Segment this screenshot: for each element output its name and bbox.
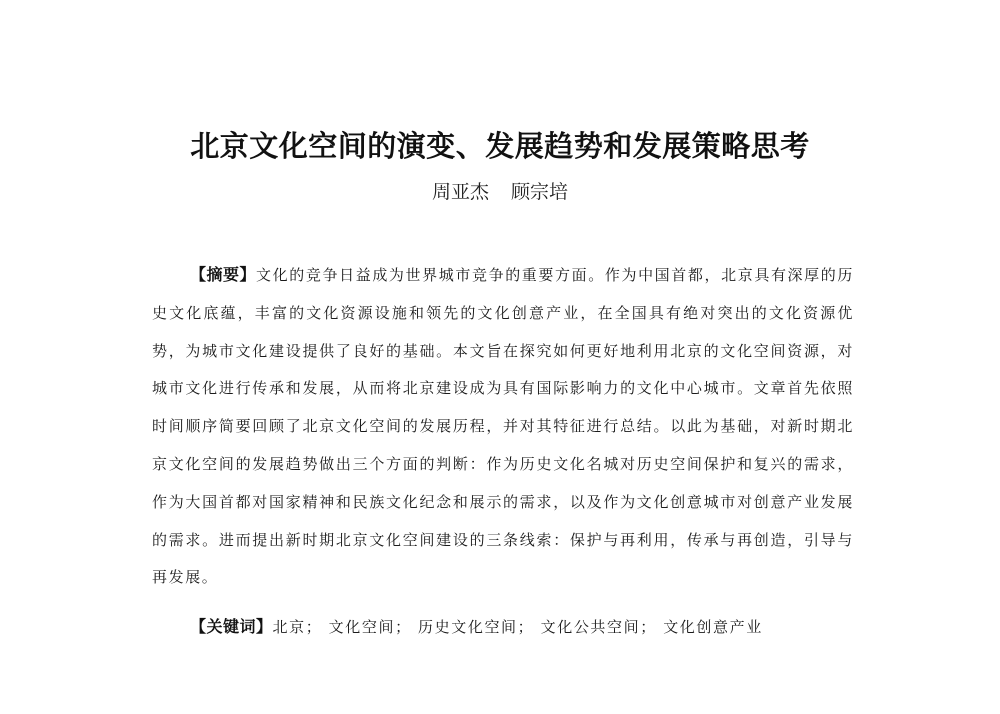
author-list bbox=[0, 178, 1000, 206]
author-name: 顾宗培 bbox=[511, 181, 569, 203]
abstract-label: 【摘要】 bbox=[190, 265, 257, 284]
keywords-label: 【关键词】 bbox=[190, 617, 273, 636]
abstract-paragraph bbox=[152, 256, 854, 597]
abstract-text: 文化的竞争日益成为世界城市竞争的重要方面。作为中国首都，北京具有深厚的历史文化底蕴，丰富的文化资源设施和领先的文化创意产业，在全国具有绝对突出的文化资源优势，为城市文化建设提供了良好的基础。本文旨在探究如何更好地利用北京的文化空间资源，对城市文化进行传承和发展，从而将北京建设成为具有国际影响力的文化中心城市。文章首先依照时间顺序简要回顾了北京文化空间的发展历程，并对其特征进行总结。以此为基础，对新时期北京文化空间的发展趋势做出三个方面的判断：作为历史文化名城对历史空间保护和复兴的需求，作为大国首都对国家精神和民族文化纪念和展示的需求，以及作为文化创意城市对创意产业发展的需求。进而提出新时期北京文化空间建设的三条线索：保护与再利用，传承与再创造，引导与再发展。 bbox=[152, 266, 854, 587]
keywords-line bbox=[190, 610, 854, 644]
keywords-text: 北京； 文化空间； 历史文化空间； 文化公共空间； 文化创意产业 bbox=[272, 618, 763, 636]
author-name: 周亚杰 bbox=[431, 181, 489, 203]
paper-title: 北京文化空间的演变、发展趋势和发展策略思考 bbox=[190, 129, 810, 163]
